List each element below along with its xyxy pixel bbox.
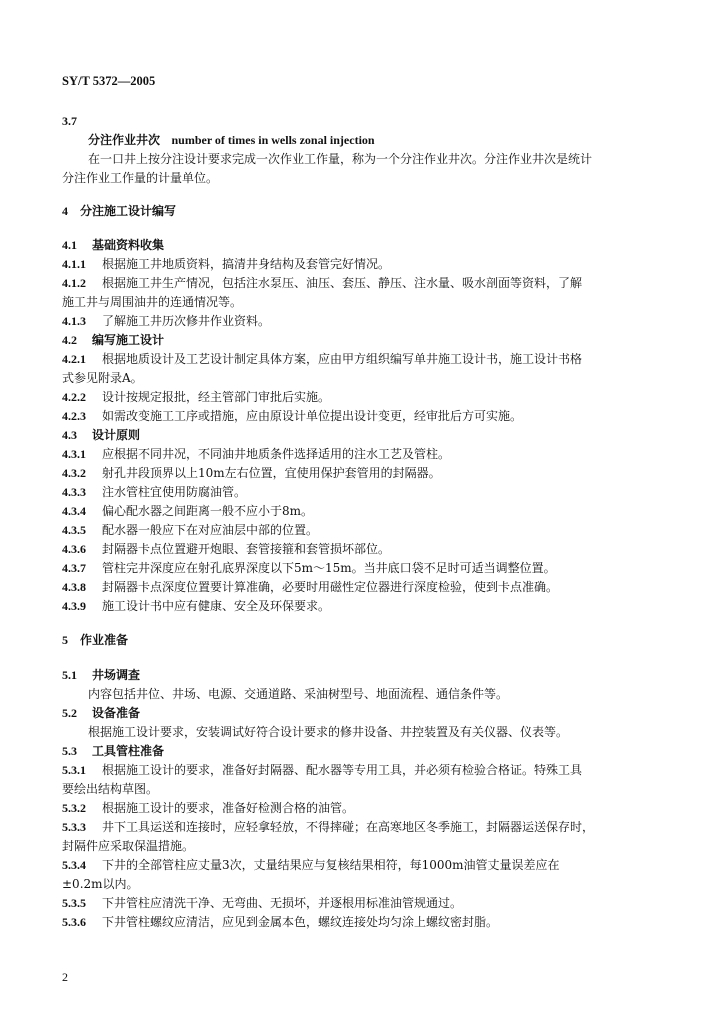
clause-4-3-1: 4.3.1 应根据不同井况，不同油井地质条件选择适用的注水工艺及管柱。 [62,447,451,461]
standard-code: SY/T 5372—2005 [62,74,156,88]
term-heading [62,131,684,149]
subsection-4-2-heading: 4.2 编写施工设计 [62,333,165,347]
clause-4-2-2: 4.2.2 设计按规定报批，经主管部门审批后实施。 [62,390,331,404]
subsection-5-2-body: 根据施工设计要求，安装调试好符合设计要求的修井设备、井控装置及有关仪器、仪表等。 [88,725,569,739]
clause-3-7-number: 3.7 [62,114,77,128]
subsection-4-3-heading: 4.3 设计原则 [62,428,141,442]
clause-4-1-3: 4.1.3 了解施工井历次修井作业资料。 [62,314,271,328]
clause-4-1-2: 4.1.2 根据施工井生产情况，包括注水泵压、油压、套压、静压、注水量、吸水剖面等资料，了解 [62,276,583,290]
clause-5-3-3: 5.3.3 井下工具运送和连接时，应轻拿轻放，不得摔碰；在高寒地区冬季施工，封隔器运送保存时， [62,820,595,834]
clause-4-3-8: 4.3.8 封隔器卡点深度位置要计算准确，必要时用磁性定位器进行深度检验，使到卡点准确。 [62,580,559,594]
clause-4-2-3: 4.2.3 如需改变施工工序或措施，应由原设计单位提出设计变更，经审批后方可实施。 [62,409,523,423]
clause-5-3-2: 5.3.2 根据施工设计的要求，准备好检测合格的油管。 [62,801,355,815]
section-5-heading: 5 作业准备 [62,633,129,647]
clause-4-1-1: 4.1.1 根据施工井地质资料，搞清井身结构及套管完好情况。 [62,257,391,271]
clause-4-2-1: 4.2.1 根据地质设计及工艺设计制定具体方案，应由甲方组织编写单井施工设计书，施工设计书格 [62,352,583,366]
page-number: 2 [62,970,68,984]
clause-5-3-6: 5.3.6 下井管柱螺纹应清洁，应见到金属本色，螺纹连接处均匀涂上螺纹密封脂。 [62,915,499,929]
clause-5-3-3-cont: 封隔件应采取保温措施。 [62,839,195,853]
clause-4-3-7: 4.3.7 管柱完井深度应在射孔底界深度以下5m～15m。当井底口袋不足时可适当调整位置。 [62,561,556,575]
subsection-5-1-body: 内容包括井位、井场、电源、交通道路、采油树型号、地面流程、通信条件等。 [88,687,509,701]
clause-4-3-2: 4.3.2 射孔井段顶界以上10m左右位置，宜使用保护套管用的封隔器。 [62,466,441,480]
clause-4-3-4: 4.3.4 偏心配水器之间距离一般不应小于8m。 [62,504,314,518]
clause-4-1-2-cont: 施工井与周围油井的连通情况等。 [62,295,243,309]
clause-4-3-6: 4.3.6 封隔器卡点位置避开炮眼、套管接箍和套管损坏部位。 [62,542,391,556]
clause-5-3-4: 5.3.4 下井的全部管柱应丈量3次，丈量结果应与复核结果相符，每1000m油管丈量误差应在 [62,858,560,872]
term-definition-line1: 在一口井上按分注设计要求完成一次作业工作量，称为一个分注作业井次。分注作业井次是统计 [88,152,593,166]
term-definition-line2: 分注作业工作量的计量单位。 [62,171,219,185]
subsection-4-1-heading: 4.1 基础资料收集 [62,238,165,252]
subsection-5-2-heading: 5.2 设备准备 [62,706,141,720]
term-en: number of times in wells zonal injection [171,133,375,147]
subsection-5-3-heading: 5.3 工具管柱准备 [62,744,165,758]
clause-4-3-3: 4.3.3 注水管柱宜使用防腐油管。 [62,485,247,499]
clause-5-3-4-cont: ±0.2m以内。 [62,877,139,891]
clause-4-3-5: 4.3.5 配水器一般应下在对应油层中部的位置。 [62,523,319,537]
clause-5-3-1-cont: 要绘出结构草图。 [62,782,159,796]
clause-5-3-5: 5.3.5 下井管柱应清洗干净、无弯曲、无损坏，并逐根用标准油管规通过。 [62,896,463,910]
section-4-heading: 4 分注施工设计编写 [62,204,177,218]
subsection-5-1-heading: 5.1 井场调查 [62,668,141,682]
term-cn: 分注作业井次 [88,133,161,147]
clause-5-3-1: 5.3.1 根据施工设计的要求，准备好封隔器、配水器等专用工具，并必须有检验合格证。特殊工具 [62,763,583,777]
clause-4-2-1-cont: 式参见附录A。 [62,371,143,385]
clause-4-3-9: 4.3.9 施工设计书中应有健康、安全及环保要求。 [62,599,331,613]
